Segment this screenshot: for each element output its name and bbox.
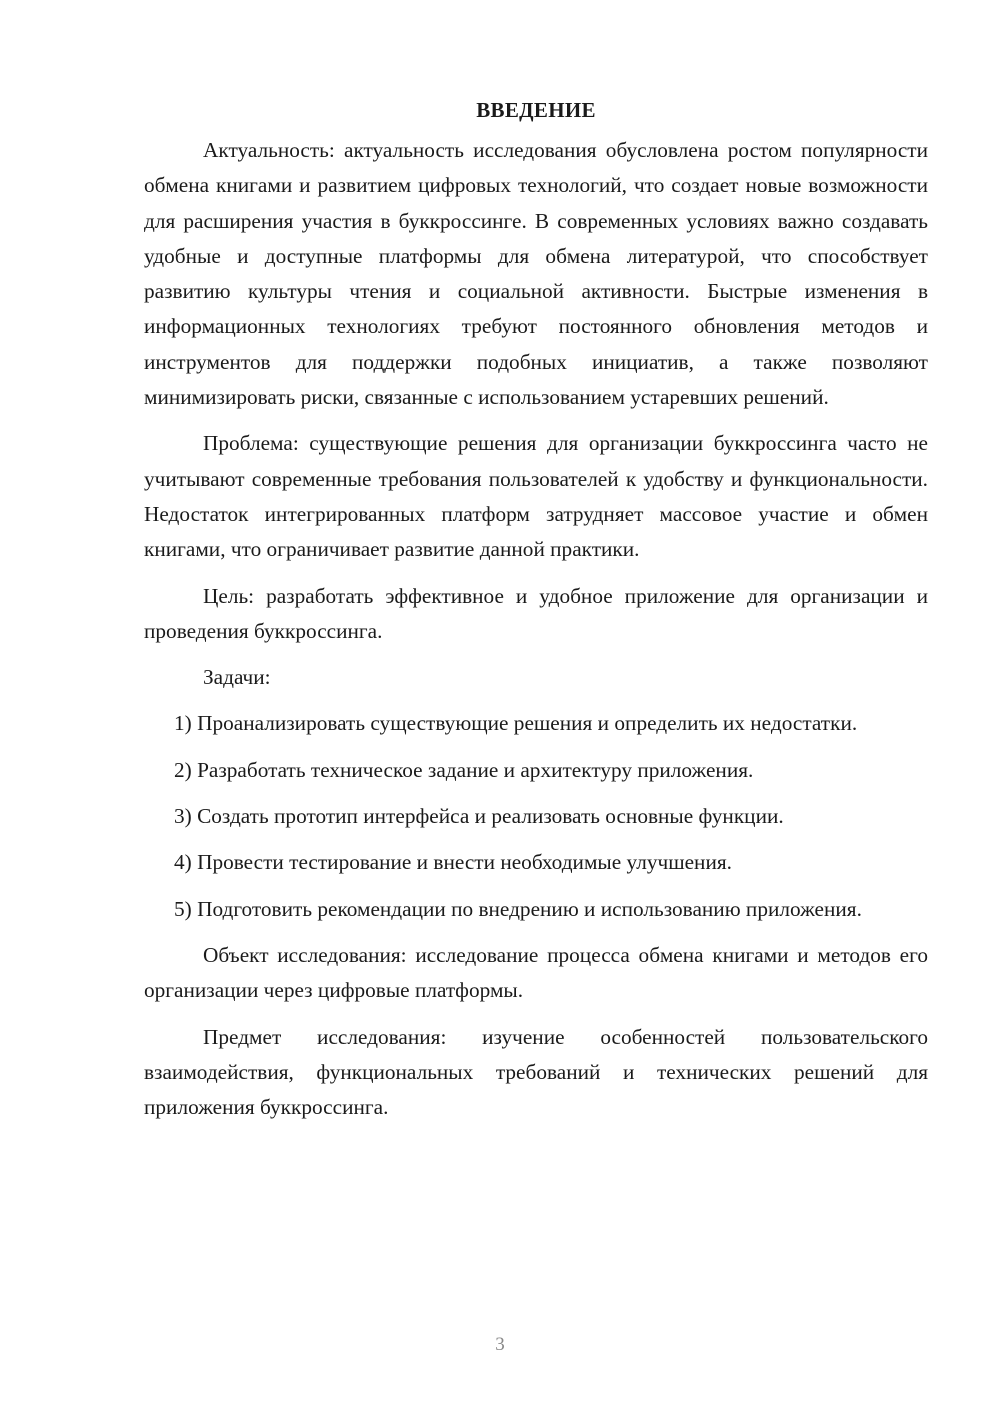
task-item-4: 4) Провести тестирование и внести необходимые улучшения. xyxy=(174,850,732,875)
document-page xyxy=(144,93,928,1136)
paragraph-goal: Цель: разработать эффективное и удобное приложение для организации и проведения буккроссинга. xyxy=(144,583,928,643)
section-heading: ВВЕДЕНИЕ xyxy=(476,98,596,122)
tasks-label: Задачи: xyxy=(203,665,271,690)
task-item-2: 2) Разработать техническое задание и архитектуру приложения. xyxy=(174,757,754,782)
task-item-5: 5) Подготовить рекомендации по внедрению и использованию приложения. xyxy=(174,896,862,921)
page-number: 3 xyxy=(495,1334,505,1355)
paragraph-relevance: Актуальность: актуальность исследования обусловлена ростом популярности обмена книгами и развитием цифровых технологий, что создает новые возможности для расширения участия в буккроссинге. В современных условиях важно создавать удобные и доступные платформы для обмена литературой, что способствует развитию культуры чтения и социальной активности. Быстрые изменения в информационных технологиях требуют постоянного обновления методов и инструментов для поддержки подобных инициатив, а также позволяют минимизировать риски, связанные с использованием устаревших решений. xyxy=(144,138,928,410)
paragraph-subject: Предмет исследования: изучение особенностей пользовательского взаимодействия, функциональных требований и технических решений для приложения буккроссинга. xyxy=(144,1024,928,1120)
paragraph-problem: Проблема: существующие решения для организации буккроссинга часто не учитывают современные требования пользователей к удобству и функциональности. Недостаток интегрированных платформ затрудняет массовое участие и обмен книгами, что ограничивает развитие данной практики. xyxy=(144,431,928,562)
task-item-3: 3) Создать прототип интерфейса и реализовать основные функции. xyxy=(174,804,784,829)
task-item-1: 1) Проанализировать существующие решения и определить их недостатки. xyxy=(174,711,858,736)
paragraph-object: Объект исследования: исследование процесса обмена книгами и методов его организации через цифровые платформы. xyxy=(144,942,928,1003)
